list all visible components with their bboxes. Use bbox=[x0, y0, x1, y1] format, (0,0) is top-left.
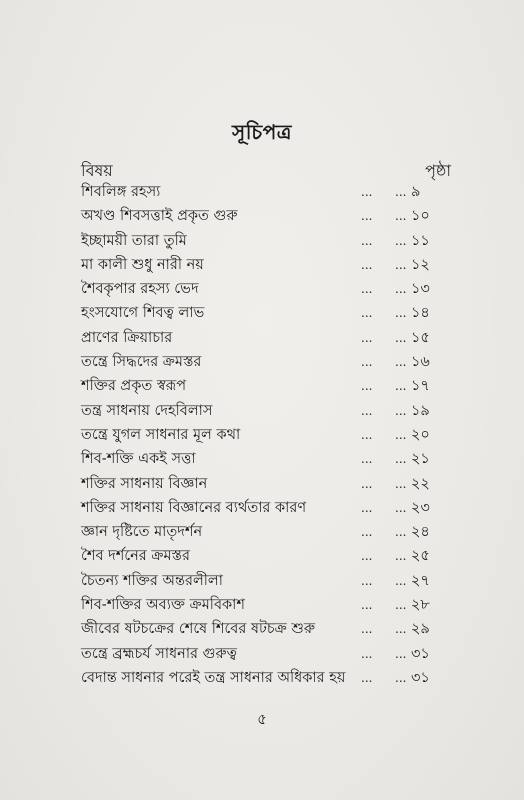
toc-entry bbox=[81, 593, 451, 617]
toc-entry bbox=[81, 229, 451, 253]
leader-dots: ... bbox=[395, 525, 407, 540]
toc-entry-page: ১০ bbox=[411, 208, 430, 225]
toc-entry-page: ১৩ bbox=[411, 281, 430, 298]
leader-dots: ... bbox=[361, 427, 373, 442]
toc-entry bbox=[81, 666, 451, 690]
toc-entry bbox=[81, 277, 451, 301]
leader-dots: ... bbox=[361, 549, 373, 564]
toc-entry-page: ১৪ bbox=[411, 305, 430, 322]
toc-entry-page: ২৪ bbox=[411, 524, 430, 541]
toc-entry bbox=[81, 642, 451, 666]
leader-dots: ... bbox=[395, 452, 407, 467]
toc-entry bbox=[81, 496, 451, 520]
leader-dots: ... bbox=[395, 306, 407, 321]
leader-dots: ... bbox=[361, 355, 373, 370]
toc-entry bbox=[81, 374, 451, 398]
toc-entry-title: বেদান্ত সাধনার পরেই তন্ত্র সাধনার অধিকার হয় bbox=[81, 669, 346, 686]
toc-entry-page: ১৭ bbox=[411, 378, 430, 395]
toc-entry-title: তন্ত্রে যুগল সাধনার মূল কথা bbox=[81, 426, 241, 443]
toc-entry bbox=[81, 423, 451, 447]
toc-entry bbox=[81, 447, 451, 471]
leader-dots: ... bbox=[395, 185, 407, 199]
toc-entry-title: শক্তির সাধনায় বিজ্ঞান bbox=[81, 475, 208, 492]
leader-dots: ... bbox=[395, 257, 407, 272]
leader-dots: ... bbox=[361, 452, 373, 467]
toc-entry bbox=[81, 350, 451, 374]
toc-entry bbox=[81, 399, 451, 423]
toc-entry-page: ৩১ bbox=[411, 669, 430, 686]
toc-entry bbox=[81, 204, 451, 228]
leader-dots: ... bbox=[361, 622, 373, 637]
toc-entry bbox=[81, 472, 451, 496]
toc-entry bbox=[81, 617, 451, 641]
toc-entry-page: ২২ bbox=[411, 475, 430, 492]
leader-dots: ... bbox=[361, 209, 373, 224]
leader-dots: ... bbox=[395, 549, 407, 564]
toc-entry-title: শক্তির প্রকৃত স্বরূপ bbox=[81, 378, 187, 395]
toc-entry-title: শক্তির সাধনায় বিজ্ঞানের ব্যর্থতার কারণ bbox=[81, 499, 307, 516]
leader-dots: ... bbox=[395, 598, 407, 613]
toc-entry-page: ১৫ bbox=[411, 329, 430, 346]
toc-entry-title: শৈবকৃপার রহস্য ভেদ bbox=[81, 281, 199, 298]
toc-entry-title: তন্ত্রে সিদ্ধদের ক্রমস্তর bbox=[81, 354, 202, 371]
toc-entry-page: ২৩ bbox=[411, 499, 430, 516]
leader-dots: ... bbox=[361, 379, 373, 394]
leader-dots: ... bbox=[395, 282, 407, 297]
toc-entry-page: ২৯ bbox=[411, 621, 430, 638]
toc-entry bbox=[81, 301, 451, 325]
page-number: ৫ bbox=[257, 710, 267, 728]
toc-entry-page: ১৯ bbox=[411, 402, 430, 419]
toc-entry bbox=[81, 253, 451, 277]
toc-entry-title: শৈব দর্শনের ক্রমস্তর bbox=[81, 548, 190, 565]
toc-entry-title: শিব-শক্তির অব্যক্ত ক্রমবিকাশ bbox=[81, 597, 245, 614]
leader-dots: ... bbox=[361, 403, 373, 418]
table-of-contents bbox=[81, 180, 451, 690]
leader-dots: ... bbox=[361, 282, 373, 297]
leader-dots: ... bbox=[395, 476, 407, 491]
toc-entry bbox=[81, 180, 451, 204]
leader-dots: ... bbox=[361, 525, 373, 540]
leader-dots: ... bbox=[395, 573, 407, 588]
leader-dots: ... bbox=[395, 330, 407, 345]
toc-entry-title: প্রাণের ক্রিয়াচার bbox=[81, 329, 173, 346]
toc-entry-page: ৯ bbox=[411, 184, 421, 200]
leader-dots: ... bbox=[361, 330, 373, 345]
toc-entry-page: ২৭ bbox=[411, 572, 430, 589]
toc-entry-page: ২৫ bbox=[411, 548, 430, 565]
leader-dots: ... bbox=[395, 403, 407, 418]
toc-entry-page: ১৬ bbox=[411, 354, 430, 371]
toc-entry-title: জ্ঞান দৃষ্টিতে মাতৃদর্শন bbox=[81, 524, 203, 541]
toc-entry-title: মা কালী শুধু নারী নয় bbox=[81, 256, 204, 273]
leader-dots: ... bbox=[395, 500, 407, 515]
leader-dots: ... bbox=[361, 476, 373, 491]
leader-dots: ... bbox=[395, 427, 407, 442]
leader-dots: ... bbox=[395, 670, 407, 685]
leader-dots: ... bbox=[361, 306, 373, 321]
toc-entry-title: জীবের ষটচক্রের শেষে শিবের ষটচক্র শুরু bbox=[81, 621, 316, 638]
toc-entry-page: ১২ bbox=[411, 256, 430, 273]
leader-dots: ... bbox=[361, 500, 373, 515]
page-title: সূচিপত্র bbox=[232, 120, 292, 144]
toc-entry-title: ইচ্ছাময়ী তারা তুমি bbox=[81, 232, 187, 249]
leader-dots: ... bbox=[361, 646, 373, 661]
toc-entry-title: চৈতন্য শক্তির অন্তরলীলা bbox=[81, 572, 223, 589]
topic-column-header: বিষয় bbox=[81, 161, 113, 180]
leader-dots: ... bbox=[361, 185, 373, 199]
toc-entry-title: হংসযোগে শিবত্ব লাভ bbox=[81, 305, 205, 322]
leader-dots: ... bbox=[361, 233, 373, 248]
leader-dots: ... bbox=[361, 257, 373, 272]
toc-entry-page: ৩১ bbox=[411, 645, 430, 662]
leader-dots: ... bbox=[361, 573, 373, 588]
toc-header-row bbox=[81, 158, 451, 182]
toc-entry-page: ২৮ bbox=[411, 597, 430, 614]
leader-dots: ... bbox=[361, 670, 373, 685]
toc-entry-title: তন্ত্রে ব্রহ্মচর্য সাধনার গুরুত্ব bbox=[81, 645, 237, 662]
toc-entry-page: ১১ bbox=[411, 232, 430, 249]
toc-entry bbox=[81, 569, 451, 593]
leader-dots: ... bbox=[361, 598, 373, 613]
toc-entry-page: ২০ bbox=[411, 426, 430, 443]
toc-entry bbox=[81, 520, 451, 544]
toc-entry bbox=[81, 326, 451, 350]
toc-entry-page: ২১ bbox=[411, 451, 430, 468]
leader-dots: ... bbox=[395, 379, 407, 394]
page-column-header: পৃষ্ঠা bbox=[425, 161, 451, 180]
leader-dots: ... bbox=[395, 209, 407, 224]
toc-entry-title: অখণ্ড শিবসত্তাই প্রকৃত গুরু bbox=[81, 208, 238, 225]
toc-entry bbox=[81, 544, 451, 568]
toc-entry-title: শিব-শক্তি একই সত্তা bbox=[81, 451, 196, 468]
leader-dots: ... bbox=[395, 622, 407, 637]
leader-dots: ... bbox=[395, 355, 407, 370]
toc-entry-title: শিবলিঙ্গ রহস্য bbox=[81, 184, 161, 200]
toc-entry-title: তন্ত্র সাধনায় দেহবিলাস bbox=[81, 402, 213, 419]
leader-dots: ... bbox=[395, 233, 407, 248]
leader-dots: ... bbox=[395, 646, 407, 661]
